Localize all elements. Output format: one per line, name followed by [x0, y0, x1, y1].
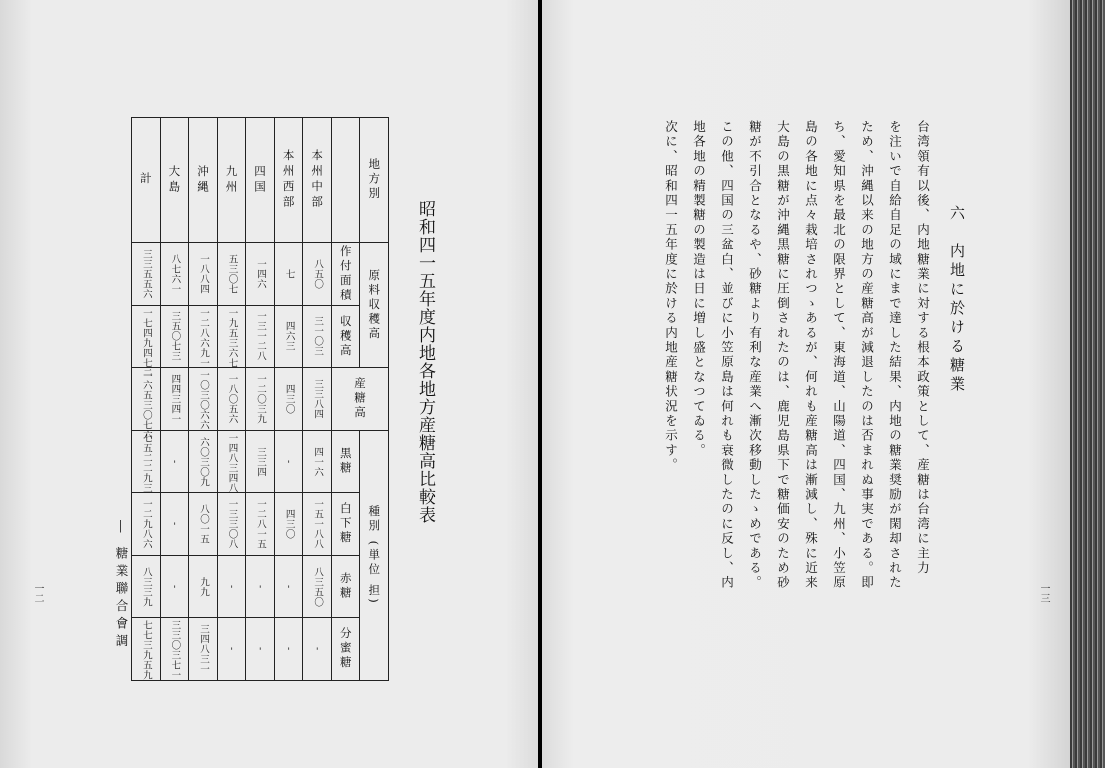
table-row-total [132, 118, 161, 681]
header-harvest: 収穫高 [331, 305, 360, 368]
header-production: 産糖高 [331, 368, 388, 431]
cell-harvest: 一三一二八 [246, 305, 275, 368]
cell-red: 八三三九 [132, 555, 161, 618]
cell-white: 四三〇 [274, 493, 303, 556]
cell-production: 一〇三〇六六 [189, 368, 218, 431]
text-line: を注いで自給自足の域にまで達した結果、内地の糖業奨励が閑却された [887, 120, 903, 591]
cell-area: 五三〇七 [217, 243, 246, 306]
cell-bunmitsu: - [217, 618, 246, 681]
cell-red: - [246, 555, 275, 618]
table-title: 昭和四一五年度内地各地方産糖高比較表 [415, 200, 435, 524]
source-credit: ― 糖業聯合會調 [114, 520, 129, 652]
header-bunmitsu: 分蜜糖 [331, 618, 360, 681]
cell-brown: 六〇三〇九 [189, 430, 218, 493]
cell-area: 三三五五六 [132, 243, 161, 306]
cell-bunmitsu: 三三〇三七一 [160, 618, 189, 681]
text-line: 地各地の精製糖の製造は日に増し盛となつてゐる。 [691, 120, 707, 459]
sugar-production-table [131, 117, 389, 681]
unit-label: (単位 担) [367, 540, 382, 606]
header-white: 白下糖 [331, 493, 360, 556]
cell-bunmitsu: - [303, 618, 332, 681]
cell-brown: 三三四 [246, 430, 275, 493]
cell-brown: - [274, 430, 303, 493]
cell-harvest: 一九五三六七 [217, 305, 246, 368]
header-raw-harvest: 原料収穫高 [360, 243, 389, 368]
cell-red: - [274, 555, 303, 618]
header-types [360, 430, 389, 680]
text-line: 大島の黒糖が沖縄黒糖に圧倒されたのは、鹿児島県下で糖価安のため砂 [775, 120, 791, 591]
right-page-number: 一三 [1038, 583, 1049, 603]
table-row [189, 118, 218, 681]
cell-brown: 七五二二九三 [132, 430, 161, 493]
cell-production: 一六五三〇七六 [132, 368, 161, 431]
text-line: 糖が不引合となるや、砂糖より有利な産業へ漸次移動したゝめである。 [747, 120, 763, 591]
cell-white: 一五一八八 [303, 493, 332, 556]
text-line: 次に、昭和四一五年度に於ける内地産糖状況を示す。 [663, 120, 679, 473]
header-area: 作付面積 [331, 243, 360, 306]
row-region: 四国 [246, 118, 275, 243]
header-region: 地方別 [360, 118, 389, 243]
cell-brown: - [160, 430, 189, 493]
cell-production: 四三〇 [274, 368, 303, 431]
cell-red: 八三五〇 [303, 555, 332, 618]
cell-harvest: 一二八六九一 [189, 305, 218, 368]
header-types-label: 種別 [367, 504, 382, 534]
book-edge [1070, 0, 1105, 768]
left-page-number: 一二 [32, 583, 43, 603]
cell-brown: 四一六 [303, 430, 332, 493]
text-line: この他、四国の三盆白、並びに小笠原島は何れも衰微したのに反し、内 [719, 120, 735, 591]
cell-production: 一二〇三九 [246, 368, 275, 431]
text-line: ち、愛知県を最北の限界として、東海道、山陽道、四国、九州、小笠原 [831, 120, 847, 591]
cell-harvest: 三一〇三 [303, 305, 332, 368]
table-row [246, 118, 275, 681]
cell-white: 一三三〇八 [217, 493, 246, 556]
cell-bunmitsu: 三四八三一 [189, 618, 218, 681]
cell-bunmitsu: - [274, 618, 303, 681]
header-brown: 黒糖 [331, 430, 360, 493]
table-row [160, 118, 189, 681]
row-region: 本州中部 [303, 118, 332, 243]
row-region: 計 [132, 118, 161, 243]
row-region: 九州 [217, 118, 246, 243]
cell-red: - [217, 555, 246, 618]
text-line: 台湾領有以後、内地糖業に対する根本政策として、産糖は台湾に主力 [915, 120, 931, 576]
cell-bunmitsu: - [246, 618, 275, 681]
cell-white: 八〇一五 [189, 493, 218, 556]
section-title: 六 内地に於ける糖業 [948, 205, 966, 395]
cell-area: 一四六 [246, 243, 275, 306]
cell-area: 八七六一 [160, 243, 189, 306]
table-row [303, 118, 332, 681]
cell-harvest: 三五〇七三 [160, 305, 189, 368]
cell-red: - [160, 555, 189, 618]
cell-white: 一二九八六 [132, 493, 161, 556]
header-spacer [331, 118, 360, 243]
left-page [0, 0, 538, 768]
cell-production: 三三八四 [303, 368, 332, 431]
text-line: 島の各地に点々栽培されつゝあるが、何れも産糖高は漸減し、殊に近来 [803, 120, 819, 591]
right-page [542, 0, 1070, 768]
cell-area: 一八八四 [189, 243, 218, 306]
cell-bunmitsu: 七七三九五九 [132, 618, 161, 681]
cell-white: - [160, 493, 189, 556]
cell-production: 一八〇五六 [217, 368, 246, 431]
cell-harvest: 四六三 [274, 305, 303, 368]
header-red: 赤糖 [331, 555, 360, 618]
cell-production: 四四三四一 [160, 368, 189, 431]
table-row [217, 118, 246, 681]
cell-area: 七 [274, 243, 303, 306]
table-row [274, 118, 303, 681]
cell-brown: 一四八三四八 [217, 430, 246, 493]
text-line: ため、沖縄以来の地方の産糖高が減退したのは否まれぬ事実である。即 [859, 120, 875, 591]
cell-harvest: 一七四九四七二 [132, 305, 161, 368]
row-region: 本州西部 [274, 118, 303, 243]
cell-red: 九九 [189, 555, 218, 618]
row-region: 大島 [160, 118, 189, 243]
cell-white: 一二八一五 [246, 493, 275, 556]
row-region: 沖縄 [189, 118, 218, 243]
cell-area: 八五〇 [303, 243, 332, 306]
